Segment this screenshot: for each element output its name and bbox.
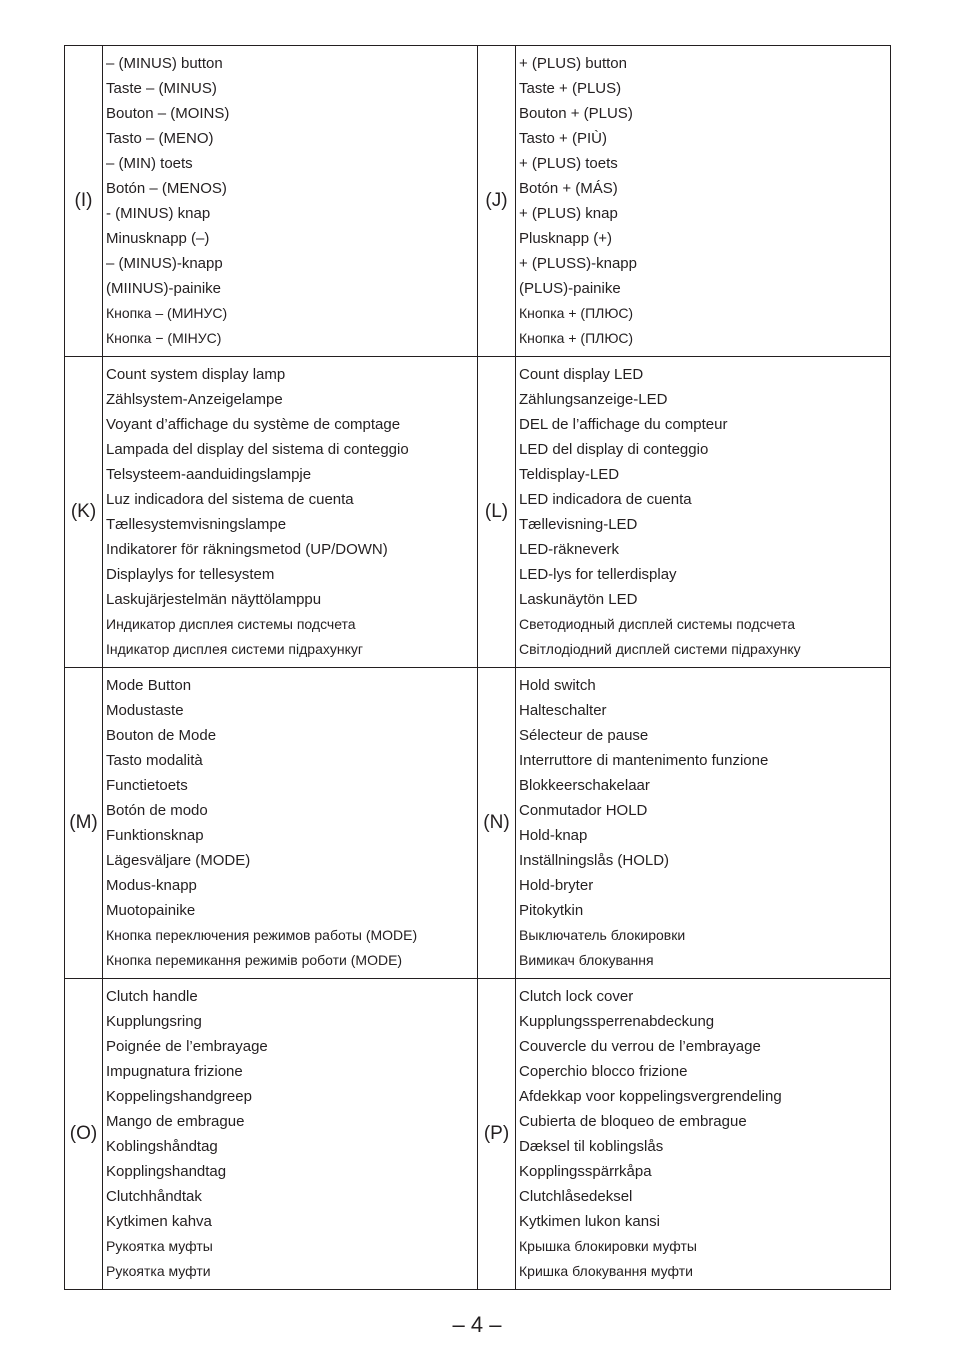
part-name-line: - (MINUS) knap [106, 205, 211, 222]
part-letter: (I) [65, 46, 103, 357]
part-letter: (L) [478, 357, 516, 668]
part-name-line: Couvercle du verrou de l’embrayage [519, 1038, 761, 1055]
part-name-line: Tasto modalità [106, 752, 203, 769]
part-letter: (O) [65, 979, 103, 1290]
part-name-line: LED del display di conteggio [519, 441, 709, 458]
part-name-line: Hold switch [519, 677, 596, 694]
part-names [103, 668, 478, 979]
part-name-line: Laskujärjestelmän näyttölamppu [106, 591, 322, 608]
part-letter: (J) [478, 46, 516, 357]
part-name-line: + (PLUS) button [519, 55, 627, 72]
part-name-line: (MIINUS)-painike [106, 280, 222, 297]
table-row [65, 668, 891, 979]
part-name-line: Kytkimen lukon kansi [519, 1213, 660, 1230]
part-name-line: Minusknapp (–) [106, 230, 210, 247]
part-name-line: Bouton – (MOINS) [106, 105, 230, 122]
part-name-line: Кнопка + (ПЛЮС) [519, 330, 634, 346]
part-name-line: Taste – (MINUS) [106, 80, 217, 97]
part-name-line: Botón + (MÁS) [519, 180, 618, 197]
part-name-line: Halteschalter [519, 702, 607, 719]
part-name-line: Zählungsanzeige-LED [519, 391, 668, 408]
part-name-line: Lägesväljare (MODE) [106, 852, 251, 869]
part-name-line: Кнопка + (ПЛЮС) [519, 305, 634, 321]
part-name-line: Светодиодный дисплей системы подсчета [519, 616, 795, 632]
page-number: – 4 – [452, 1312, 502, 1337]
part-name-line: Muotopainike [106, 902, 196, 919]
part-name-line: + (PLUSS)-knapp [519, 255, 637, 272]
part-name-line: Modus-knapp [106, 877, 197, 894]
part-name-line: Zählsystem-Anzeigelampe [106, 391, 283, 408]
part-name-line: Displaylys for tellesystem [106, 566, 275, 583]
table-row [65, 979, 891, 1290]
part-name-line: Koppelingshandgreep [106, 1088, 252, 1105]
part-name-line: Plusknapp (+) [519, 230, 612, 247]
part-name-line: Kytkimen kahva [106, 1213, 212, 1230]
part-names [516, 357, 891, 668]
part-name-line: Mango de embrague [106, 1113, 245, 1130]
part-name-line: Funktionsknap [106, 827, 204, 844]
part-name-line: Count system display lamp [106, 366, 286, 383]
part-name-line: Крышка блокировки муфты [519, 1238, 697, 1254]
part-name-line: Кнопка − (МІНУС) [106, 330, 222, 346]
part-name-line: Выключатель блокировки [519, 927, 686, 943]
part-name-line: Luz indicadora del sistema de cuenta [106, 491, 354, 508]
part-names [516, 46, 891, 357]
part-name-line: Рукоятка муфти [106, 1263, 211, 1279]
part-name-line: Telsysteem-aanduidingslampje [106, 466, 312, 483]
part-name-line: Functietoets [106, 777, 188, 794]
part-name-line: – (MINUS) button [106, 55, 223, 72]
part-name-line: – (MINUS)-knapp [106, 255, 223, 272]
table-row [65, 46, 891, 357]
part-name-line: Індикатор дисплея системи підрахункуг [106, 641, 363, 657]
part-name-line: + (PLUS) knap [519, 205, 618, 222]
part-name-line: Voyant d’affichage du système de comptage [106, 416, 401, 433]
part-name-line: Teldisplay-LED [519, 466, 620, 483]
part-name-line: Modustaste [106, 702, 184, 719]
part-names [103, 357, 478, 668]
part-names [516, 979, 891, 1290]
part-name-line: Mode Button [106, 677, 192, 694]
part-name-line: Tasto – (MENO) [106, 130, 214, 147]
part-name-line: Світлодіодний дисплей системи підрахунку [519, 641, 801, 657]
parts-table-body [65, 46, 891, 1290]
part-letter: (M) [65, 668, 103, 979]
part-name-line: Kupplungssperrenabdeckung [519, 1013, 715, 1030]
part-name-line: Clutchlåsedeksel [519, 1188, 633, 1205]
part-name-line: Impugnatura frizione [106, 1063, 243, 1080]
parts-table [64, 45, 891, 1290]
part-name-line: Conmutador HOLD [519, 802, 648, 819]
part-name-line: + (PLUS) toets [519, 155, 618, 172]
part-name-line: Botón de modo [106, 802, 208, 819]
part-name-line: Dæksel til koblingslås [519, 1138, 664, 1155]
part-names [103, 979, 478, 1290]
part-name-line: Count display LED [519, 366, 644, 383]
part-name-line: Taste + (PLUS) [519, 80, 622, 97]
part-name-line: Hold-bryter [519, 877, 594, 894]
part-name-line: Cubierta de bloqueo de embrague [519, 1113, 747, 1130]
part-names [516, 668, 891, 979]
part-letter: (N) [478, 668, 516, 979]
part-name-line: Clutchhåndtak [106, 1188, 202, 1205]
part-name-line: Pitokytkin [519, 902, 584, 919]
part-name-line: LED-räkneverk [519, 541, 620, 558]
part-name-line: Poignée de l’embrayage [106, 1038, 268, 1055]
part-name-line: DEL de l’affichage du compteur [519, 416, 728, 433]
part-name-line: Kopplingsspärrkåpa [519, 1163, 652, 1180]
part-name-line: Coperchio blocco frizione [519, 1063, 688, 1080]
table-row [65, 357, 891, 668]
part-name-line: Кришка блокування муфти [519, 1263, 693, 1279]
part-letter: (P) [478, 979, 516, 1290]
part-name-line: Blokkeerschakelaar [519, 777, 650, 794]
part-name-line: Afdekkap voor koppelingsvergrendeling [519, 1088, 782, 1105]
part-name-line: Bouton de Mode [106, 727, 217, 744]
part-name-line: Clutch handle [106, 988, 198, 1005]
part-name-line: Kopplingshandtag [106, 1163, 227, 1180]
part-name-line: Кнопка переключения режимов работы (MODE) [106, 927, 418, 943]
part-name-line: Inställningslås (HOLD) [519, 852, 670, 869]
part-name-line: Вимикач блокування [519, 952, 654, 968]
part-name-line: Hold-knap [519, 827, 588, 844]
part-name-line: Indikatorer för räkningsmetod (UP/DOWN) [106, 541, 388, 558]
part-name-line: Laskunäytön LED [519, 591, 638, 608]
part-name-line: Bouton + (PLUS) [519, 105, 633, 122]
part-name-line: LED-lys for tellerdisplay [519, 566, 677, 583]
part-name-line: Tasto + (PIÙ) [519, 130, 607, 147]
part-name-line: Koblingshåndtag [106, 1138, 218, 1155]
part-name-line: – (MIN) toets [106, 155, 193, 172]
part-name-line: Рукоятка муфты [106, 1238, 213, 1254]
part-name-line: Tællevisning-LED [519, 516, 638, 533]
part-name-line: Sélecteur de pause [519, 727, 649, 744]
part-name-line: Кнопка – (МИНУС) [106, 305, 228, 321]
part-name-line: LED indicadora de cuenta [519, 491, 692, 508]
part-name-line: Interruttore di mantenimento funzione [519, 752, 769, 769]
part-name-line: Индикатор дисплея системы подсчета [106, 616, 356, 632]
part-name-line: Botón – (MENOS) [106, 180, 227, 197]
part-name-line: Kupplungsring [106, 1013, 202, 1030]
part-name-line: (PLUS)-painike [519, 280, 621, 297]
part-name-line: Кнопка перемикання режимів роботи (MODE) [106, 952, 403, 968]
part-name-line: Lampada del display del sistema di conteggio [106, 441, 409, 458]
part-name-line: Tællesystemvisningslampe [106, 516, 287, 533]
part-name-line: Clutch lock cover [519, 988, 634, 1005]
part-names [103, 46, 478, 357]
part-letter: (K) [65, 357, 103, 668]
